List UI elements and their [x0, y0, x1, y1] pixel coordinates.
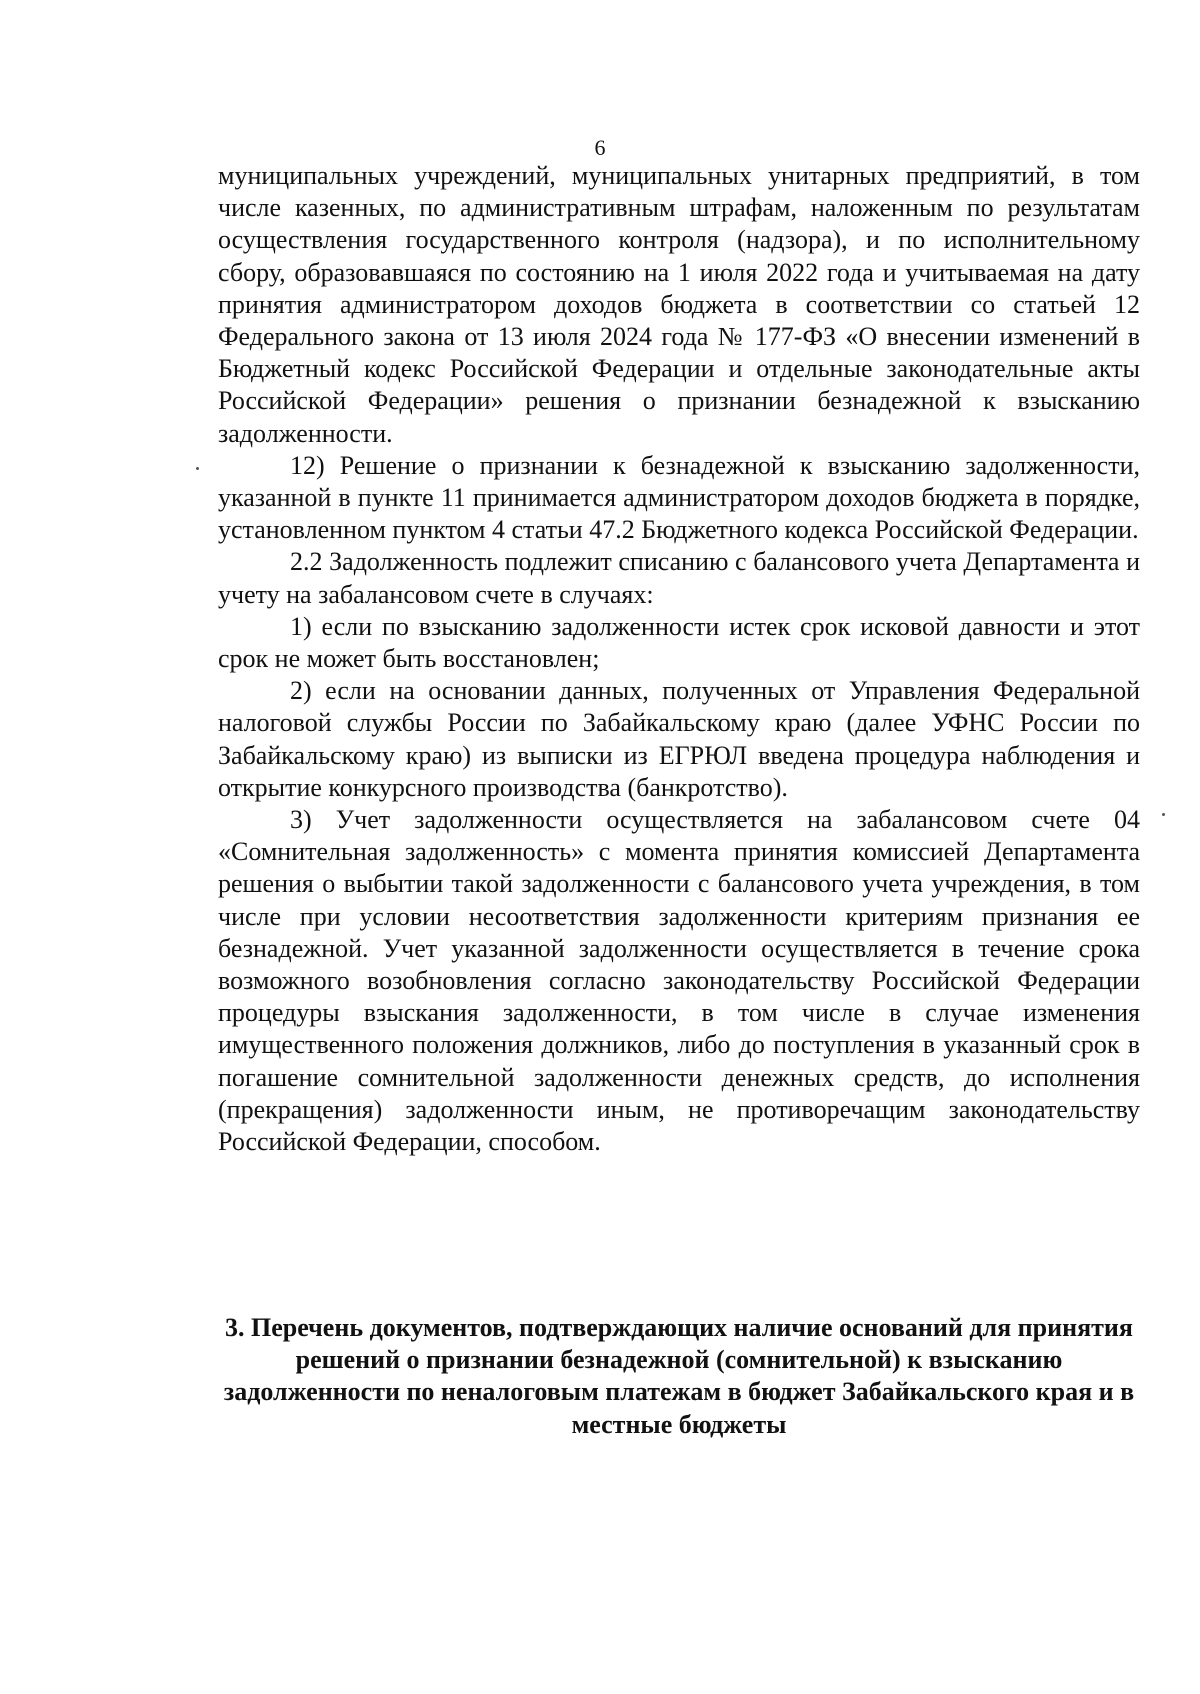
scan-speck	[1162, 813, 1165, 816]
paragraph-continuation: муниципальных учреждений, муниципальных унитарных предприятий, в том числе казенных, по административным штрафам, наложенным по результатам осуществления государственного контроля (надзора), и по исполнительному сбору, образовавшаяся по состоянию на 1 июля 2022 года и учитываемая на дату принятия администратором доходов бюджета в соответствии со статьей 12 Федерального закона от 13 июля 2024 года № 177-ФЗ «О внесении изменений в Бюджетный кодекс Российской Федерации и отдельные законодательные акты Российской Федерации» решения о признании безнадежной к взысканию задолженности.	[218, 161, 1140, 448]
scan-speck	[196, 467, 199, 470]
page-number: 6	[594, 135, 606, 160]
document-body	[218, 160, 1140, 1158]
paragraph-2-2: 2.2 Задолженность подлежит списанию с балансового учета Департамента и учету на забалансовом счете в случаях:	[218, 547, 1140, 609]
paragraph-item-12: 12) Решение о признании к безнадежной к взысканию задолженности, указанной в пункте 11 принимается администратором доходов бюджета в порядке, установленном пунктом 4 статьи 47.2 Бюджетного кодекса Российской Федерации.	[218, 450, 1140, 545]
paragraph-case-2: 2) если на основании данных, полученных от Управления Федеральной налоговой службы России по Забайкальскому краю (далее УФНС России по Забайкальскому краю) из выписки из ЕГРЮЛ введена процедура наблюдения и открытие конкурсного производства (банкротство).	[218, 676, 1140, 802]
paragraph-case-3: 3) Учет задолженности осуществляется на забалансовом счете 04 «Сомнительная задолженность» с момента принятия комиссией Департамента решения о выбытии такой задолженности с балансового учета учреждения, в том числе при условии несоответствия задолженности критериям признания ее безнадежной. Учет указанной задолженности осуществляется в течение срока возможного возобновления согласно законодательству Российской Федерации процедуры взыскания задолженности, в том числе в случае изменения имущественного положения должников, либо до поступления в указанный срок в погашение сомнительной задолженности денежных средств, до исполнения (прекращения) задолженности иным, не противоречащим законодательству Российской Федерации, способом.	[218, 805, 1140, 1157]
paragraph-case-1: 1) если по взысканию задолженности истек срок исковой давности и этот срок не может быть восстановлен;	[218, 611, 1140, 674]
section-heading: 3. Перечень документов, подтверждающих наличие оснований для принятия решений о признании безнадежной (сомнительной) к взысканию задолженности по неналоговым платежам в бюджет Забайкальского края и в местные бюджеты	[223, 1313, 1135, 1439]
